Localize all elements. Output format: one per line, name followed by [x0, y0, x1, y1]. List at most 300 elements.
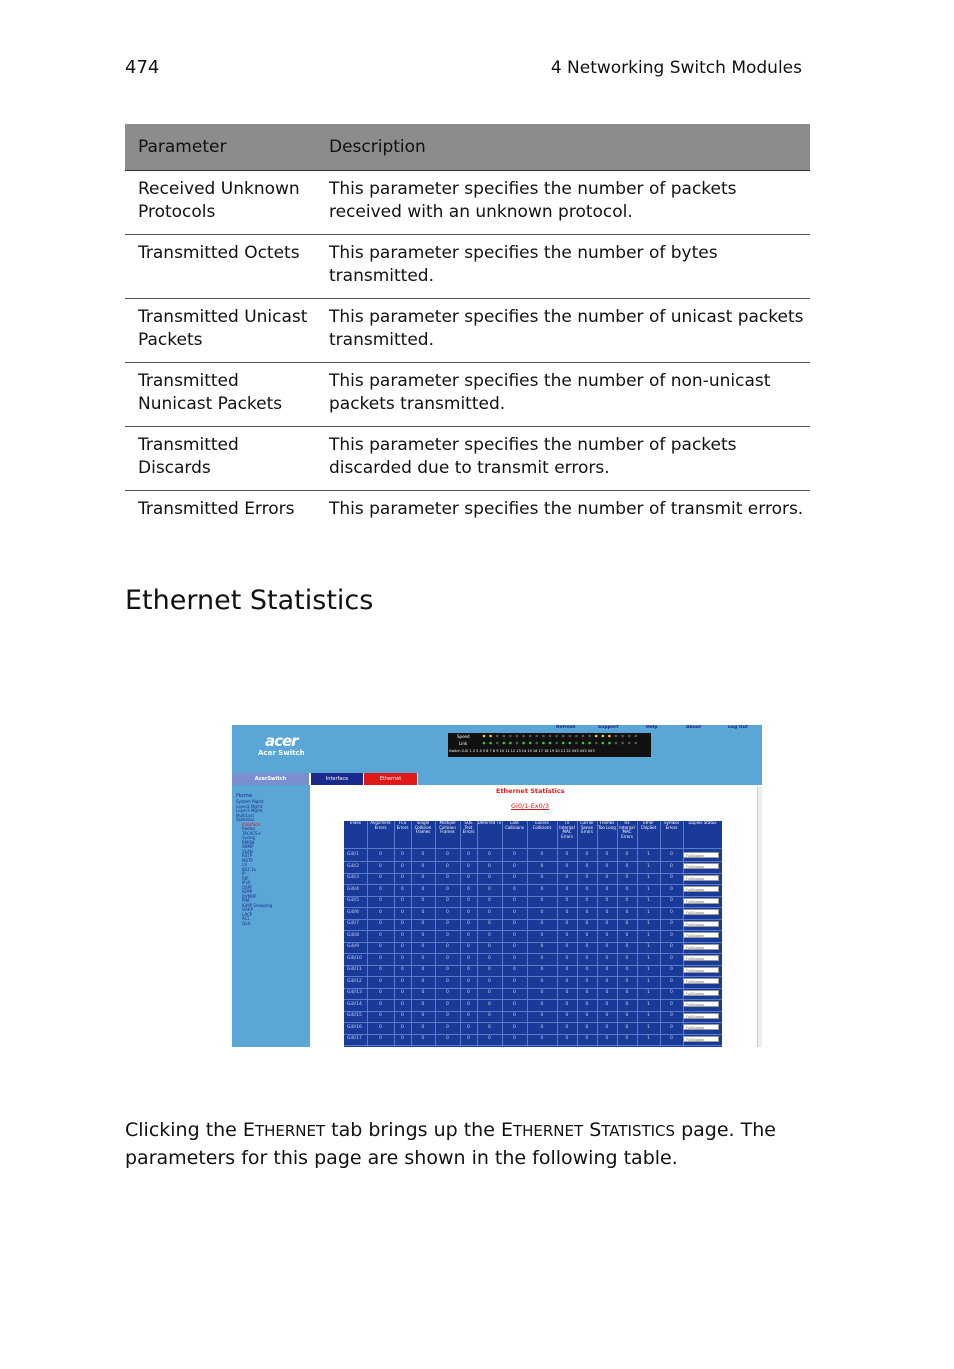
led-dot — [529, 742, 532, 745]
stats-cell: 0 — [540, 1036, 544, 1041]
duplex-status-select[interactable]: FullDuplex — [683, 921, 719, 927]
stats-cell: 0 — [446, 863, 449, 869]
stats-cell: 0 — [467, 852, 470, 857]
row-divider — [344, 919, 722, 920]
led-dot — [615, 742, 618, 745]
parameter-description: This parameter specifies the number of non-unicast packets transmitted. — [316, 363, 810, 427]
sidebar-home[interactable]: Home — [236, 793, 253, 799]
sidebar-item[interactable]: LACP — [242, 911, 253, 917]
stats-cell: 0 — [446, 886, 449, 892]
stats-cell: 0 — [625, 875, 629, 880]
column-header-description: Description — [316, 124, 810, 171]
parameter-table — [125, 124, 810, 531]
stats-cell: 0 — [488, 875, 491, 880]
stats-cell: 0 — [379, 921, 382, 926]
table-row — [125, 491, 810, 532]
switch-ui-header — [232, 725, 762, 773]
refresh-link[interactable]: Refresh — [556, 725, 576, 730]
stats-cell: 0 — [565, 875, 569, 880]
sidebar-item[interactable]: Interface — [242, 821, 260, 827]
stats-cell: 1 — [647, 932, 650, 938]
sidebar-item[interactable]: Syslog — [242, 835, 256, 840]
stats-cell: 0 — [513, 1036, 516, 1041]
sidebar-item[interactable]: TACACS+ — [242, 830, 261, 836]
help-link[interactable]: Help — [646, 725, 658, 730]
led-dot — [602, 735, 605, 738]
stats-cell: 0 — [670, 932, 673, 938]
stats-row-index: Gi0/12 — [347, 978, 362, 984]
column-divider — [597, 821, 598, 1047]
stats-cell: 0 — [488, 955, 491, 961]
stats-cell: 1 — [647, 944, 650, 949]
duplex-status-select[interactable]: FullDuplex — [683, 967, 719, 973]
stats-column-header: Late Collisions — [505, 821, 524, 830]
column-divider — [502, 821, 503, 1047]
stats-cell: 1 — [647, 1001, 650, 1007]
stats-cell: 0 — [625, 863, 629, 869]
sidebar-item[interactable]: OSPF — [242, 884, 253, 890]
led-dot — [588, 742, 591, 745]
stats-cell: 0 — [421, 932, 425, 938]
table-row — [125, 235, 810, 299]
stats-cell: 0 — [513, 921, 516, 926]
stats-cell: 0 — [401, 967, 404, 972]
stats-cell: 0 — [565, 1024, 569, 1030]
led-dot — [522, 742, 525, 745]
column-divider — [394, 821, 395, 1047]
stats-cell: 0 — [565, 967, 569, 972]
stats-column-header: Ether ChipSet — [640, 821, 657, 830]
stats-cell: 1 — [647, 852, 650, 857]
stats-cell: 0 — [467, 990, 470, 995]
section-heading: Ethernet Statistics — [125, 585, 374, 616]
stats-cell: 0 — [585, 990, 589, 995]
row-divider — [344, 999, 722, 1000]
stats-cell: 0 — [446, 944, 449, 949]
row-divider — [344, 953, 722, 954]
led-dot — [516, 742, 519, 745]
stats-cell: 1 — [647, 1024, 650, 1030]
stats-cell: 0 — [540, 1001, 544, 1007]
stats-row-index: Gi0/16 — [347, 1024, 362, 1030]
stats-cell: 0 — [488, 886, 491, 892]
tab-ethernet[interactable]: Ethernet — [364, 773, 417, 785]
stats-row-index: Gi0/7 — [347, 921, 359, 926]
duplex-status-select[interactable]: FullDuplex — [683, 909, 719, 915]
stats-cell: 0 — [625, 1024, 629, 1030]
stats-cell: 0 — [421, 978, 425, 984]
top-links — [554, 725, 762, 733]
stats-column-header: Alignment Errors — [370, 821, 391, 830]
body-text-1: Clicking the — [125, 1119, 243, 1141]
led-dot — [496, 742, 499, 745]
sidebar-item[interactable]: 802.1x — [242, 866, 256, 872]
port-range-link[interactable]: Gi0/1-Ex0/3 — [511, 802, 550, 810]
duplex-status-select[interactable]: FullDuplex — [683, 932, 719, 938]
stats-cell: 0 — [625, 955, 629, 961]
duplex-status-select[interactable]: FullDuplex — [683, 863, 719, 869]
sidebar-item[interactable]: Statistics — [236, 817, 255, 822]
stats-cell: 0 — [513, 932, 516, 938]
led-dot — [489, 735, 492, 738]
stats-cell: 0 — [379, 990, 382, 995]
row-divider — [344, 1022, 722, 1023]
stats-cell: 0 — [488, 932, 491, 938]
row-divider — [344, 965, 722, 966]
table-row — [125, 427, 810, 491]
es-e-smallcaps: THERNET — [512, 1122, 584, 1140]
stats-cell: 0 — [540, 921, 544, 926]
stats-cell: 0 — [401, 978, 404, 984]
stats-cell: 0 — [605, 1036, 609, 1041]
stats-cell: 0 — [379, 863, 382, 869]
stats-cell: 0 — [670, 875, 673, 880]
sidebar-item[interactable]: System Mgmt — [236, 799, 264, 804]
sidebar-item[interactable]: Layer2 Mgmt — [236, 803, 263, 809]
stats-cell: 0 — [421, 955, 425, 961]
stats-cell: 0 — [401, 1036, 404, 1041]
parameter-name: Transmitted Unicast Packets — [125, 299, 316, 363]
sidebar-item[interactable]: Layer3 Mgmt — [236, 808, 263, 813]
stats-cell: 0 — [421, 944, 425, 949]
led-dot — [608, 742, 611, 745]
duplex-status-select[interactable]: FullDuplex — [683, 886, 719, 892]
sidebar-item[interactable]: Multicast — [236, 812, 255, 818]
stats-cell: 0 — [540, 898, 544, 903]
running-header: 4 Networking Switch Modules — [550, 58, 802, 78]
stats-cell: 0 — [565, 863, 569, 869]
parameter-description: This parameter specifies the number of bytes transmitted. — [316, 235, 810, 299]
acer-logo: acer — [265, 732, 298, 750]
stats-cell: 0 — [513, 1024, 516, 1030]
stats-cell: 0 — [540, 1013, 544, 1018]
stats-cell: 0 — [585, 852, 589, 857]
stats-cell: 0 — [401, 909, 404, 915]
stats-cell: 0 — [446, 921, 449, 926]
stats-row-index: Gi0/1 — [347, 852, 359, 857]
stats-column-header: SQE Test Errors — [462, 821, 475, 834]
stats-cell: 0 — [565, 955, 569, 961]
stats-cell: 0 — [467, 955, 470, 961]
row-divider — [344, 1011, 722, 1012]
stats-column-header: Tx Internal MAC Errors — [559, 821, 575, 839]
stats-cell: 0 — [467, 967, 470, 972]
link-label: Link — [459, 741, 468, 746]
stats-cell: 0 — [467, 863, 470, 869]
stats-cell: 0 — [379, 944, 382, 949]
about-link[interactable]: About — [686, 725, 702, 730]
stats-cell: 0 — [540, 852, 544, 857]
sidebar-item[interactable]: IGMP Snooping — [242, 902, 273, 908]
stats-cell: 0 — [605, 898, 609, 903]
stats-cell: 1 — [647, 990, 650, 995]
ethernet-initial: E — [242, 1119, 255, 1141]
sidebar-item[interactable]: VLAN — [242, 848, 253, 854]
duplex-status-select[interactable]: FullDuplex — [683, 875, 719, 881]
duplex-status-select[interactable]: FullDuplex — [683, 1013, 719, 1019]
led-dot — [549, 735, 552, 738]
led-dot — [522, 735, 525, 738]
stats-column-header: Multiple Collision Frames — [439, 821, 456, 834]
sidebar-item[interactable]: RIP — [242, 875, 249, 881]
stats-cell: 0 — [513, 978, 516, 984]
stats-row-index: Gi0/13 — [347, 990, 362, 995]
stats-cell: 0 — [585, 875, 589, 880]
column-divider — [637, 821, 638, 1047]
stats-cell: 0 — [467, 1013, 470, 1018]
stats-cell: 0 — [670, 1036, 673, 1041]
stats-cell: 0 — [421, 1001, 425, 1007]
duplex-status-select[interactable]: FullDuplex — [683, 1024, 719, 1030]
led-dot — [483, 742, 486, 745]
stats-cell: 0 — [488, 909, 491, 915]
column-divider — [435, 821, 436, 1047]
duplex-status-select[interactable]: FullDuplex — [683, 955, 719, 961]
led-dot — [562, 742, 565, 745]
stats-cell: 0 — [401, 1001, 404, 1007]
stats-cell: 0 — [421, 990, 425, 995]
led-dot — [569, 742, 572, 745]
stats-cell: 0 — [467, 875, 470, 880]
column-header-parameter: Parameter — [125, 124, 316, 171]
stats-cell: 0 — [401, 932, 404, 938]
sidebar-item[interactable]: DVMRP — [242, 893, 257, 899]
stats-cell: 0 — [585, 1013, 589, 1018]
parameter-name: Received Unknown Protocols — [125, 171, 316, 235]
stats-cell: 0 — [605, 875, 609, 880]
led-dot — [635, 735, 638, 738]
sidebar-item[interactable]: Radius — [242, 826, 256, 831]
ethernet-statistics-screenshot — [232, 725, 762, 1047]
stats-cell: 0 — [585, 944, 589, 949]
column-divider — [527, 821, 528, 1047]
stats-column-header: Single Collision Frames — [414, 821, 432, 834]
stats-cell: 0 — [625, 921, 629, 926]
scrollbar[interactable] — [757, 787, 762, 1047]
stats-cell: 0 — [585, 909, 589, 915]
stats-cell: 0 — [446, 909, 449, 915]
column-divider — [367, 821, 368, 1047]
stats-cell: 0 — [605, 852, 609, 857]
row-divider — [344, 930, 722, 931]
stats-cell: 0 — [488, 1024, 491, 1030]
led-dot — [509, 742, 512, 745]
column-divider — [660, 821, 661, 1047]
stats-cell: 1 — [647, 1013, 650, 1018]
stats-cell: 0 — [625, 898, 629, 903]
stats-cell: 0 — [565, 944, 569, 949]
stats-cell: 0 — [540, 909, 544, 915]
stats-cell: 0 — [421, 909, 425, 915]
led-dot — [503, 742, 506, 745]
stats-cell: 0 — [467, 932, 470, 938]
stats-title: Ethernet Statistics — [496, 787, 565, 795]
row-divider — [344, 942, 722, 943]
duplex-status-select[interactable]: FullDuplex — [683, 1001, 719, 1007]
stats-row-index: Gi0/8 — [347, 932, 359, 938]
stats-cell: 0 — [513, 1001, 516, 1007]
stats-cell: 0 — [421, 1024, 425, 1030]
sidebar-item[interactable]: ACL — [242, 916, 250, 921]
stats-cell: 0 — [605, 1013, 609, 1018]
parameter-description: This parameter specifies the number of packets received with an unknown protocol. — [316, 171, 810, 235]
stats-row-index: Gi0/10 — [347, 955, 362, 961]
stats-cell: 0 — [467, 978, 470, 984]
sidebar-item[interactable]: PIM — [242, 898, 250, 903]
stats-cell: 0 — [488, 898, 491, 903]
stats-cell: 0 — [625, 990, 629, 995]
stats-row-index: Gi0/5 — [347, 898, 359, 903]
parameter-description: This parameter specifies the number of unicast packets transmitted. — [316, 299, 810, 363]
stats-cell: 0 — [467, 909, 470, 915]
stats-cell: 0 — [670, 944, 673, 949]
stats-cell: 0 — [401, 990, 404, 995]
led-dot — [555, 742, 558, 745]
stats-cell: 1 — [647, 886, 650, 892]
sidebar-item[interactable]: IP — [242, 871, 246, 876]
duplex-status-select[interactable]: FullDuplex — [683, 1036, 719, 1042]
sidebar-item[interactable]: GARP — [242, 907, 254, 912]
led-dot — [575, 735, 578, 738]
stats-cell: 0 — [585, 921, 589, 926]
stats-cell: 0 — [401, 898, 404, 903]
stats-cell: 0 — [540, 967, 544, 972]
tab-acerswitch[interactable]: AcerSwitch — [232, 773, 309, 785]
row-divider — [344, 861, 722, 862]
table-header-row — [125, 124, 810, 171]
tab-interface[interactable]: Interface — [311, 773, 363, 785]
sidebar-item[interactable]: RMON — [242, 839, 255, 845]
stats-row-index: Gi0/11 — [347, 967, 362, 972]
led-dot — [516, 735, 519, 738]
stats-cell: 0 — [488, 1013, 491, 1018]
stats-column-header: Index — [349, 821, 361, 825]
stats-cell: 0 — [513, 863, 516, 869]
stats-cell: 0 — [379, 875, 382, 880]
stats-cell: 0 — [421, 1036, 425, 1041]
column-divider — [617, 821, 618, 1047]
stats-cell: 0 — [625, 886, 629, 892]
stats-cell: 0 — [513, 944, 516, 949]
stats-cell: 0 — [379, 1013, 382, 1018]
stats-row-index: Gi0/4 — [347, 886, 359, 892]
stats-cell: 0 — [421, 898, 425, 903]
stats-cell: 0 — [401, 944, 404, 949]
led-dot — [555, 735, 558, 738]
stats-cell: 0 — [625, 932, 629, 938]
stats-cell: 0 — [467, 898, 470, 903]
stats-cell: 0 — [488, 1036, 491, 1041]
led-dot — [575, 742, 578, 745]
led-dot — [536, 742, 539, 745]
speed-label: Speed — [457, 734, 470, 739]
sidebar-item[interactable]: RSTP — [242, 853, 253, 858]
stats-row-index: Gi0/3 — [347, 875, 359, 880]
duplex-status-select[interactable]: FullDuplex — [683, 978, 719, 984]
sidebar-item[interactable]: MSTP — [242, 857, 253, 863]
stats-cell: 0 — [605, 967, 609, 972]
stats-cell: 0 — [585, 967, 589, 972]
led-dot — [628, 742, 631, 745]
es-e-initial: E — [500, 1119, 513, 1141]
led-dot — [489, 742, 492, 745]
support-link[interactable]: Support — [598, 725, 619, 730]
row-divider — [344, 896, 722, 897]
stats-cell: 0 — [670, 898, 673, 903]
stats-cell: 0 — [605, 932, 609, 938]
stats-cell: 0 — [670, 863, 673, 869]
stats-cell: 0 — [446, 955, 449, 961]
stats-cell: 0 — [625, 909, 629, 915]
led-dot — [602, 742, 605, 745]
sidebar-item[interactable]: LA — [242, 862, 248, 867]
row-divider — [344, 976, 722, 977]
stats-cell: 0 — [488, 978, 491, 984]
column-divider — [460, 821, 461, 1047]
stats-row-index: Gi0/15 — [347, 1013, 362, 1018]
table-row — [125, 363, 810, 427]
stats-cell: 0 — [565, 909, 569, 915]
stats-cell: 0 — [540, 978, 544, 984]
duplex-status-select[interactable]: FullDuplex — [683, 990, 719, 996]
stats-cell: 0 — [421, 967, 425, 972]
led-dot — [562, 735, 565, 738]
stats-cell: 0 — [540, 944, 544, 949]
stats-cell: 1 — [647, 967, 650, 972]
stats-cell: 0 — [401, 955, 404, 961]
stats-cell: 0 — [379, 955, 382, 961]
duplex-status-select[interactable]: FullDuplex — [683, 898, 719, 904]
parameter-description: This parameter specifies the number of packets discarded due to transmit errors. — [316, 427, 810, 491]
sidebar-item[interactable]: SNMP — [242, 844, 254, 849]
stats-cell: 0 — [585, 1036, 589, 1041]
stats-cell: 0 — [670, 921, 673, 926]
tab-bar-fill — [418, 773, 762, 785]
duplex-status-select[interactable]: FullDuplex — [683, 944, 719, 950]
stats-row-index: Gi0/17 — [347, 1036, 362, 1041]
stats-cell: 0 — [540, 932, 544, 938]
stats-row-index: Gi0/6 — [347, 909, 359, 915]
stats-cell: 0 — [488, 852, 491, 857]
stats-cell: 0 — [488, 990, 491, 995]
sidebar-menu — [236, 800, 272, 926]
sidebar-item[interactable]: IPv6 — [242, 880, 251, 885]
stats-row-index: Gi0/14 — [347, 1001, 362, 1007]
stats-cell: 0 — [401, 1013, 404, 1018]
stats-cell: 1 — [647, 955, 650, 961]
sidebar-item[interactable]: QoS — [242, 920, 251, 926]
stats-cell: 0 — [605, 955, 609, 961]
stats-cell: 0 — [467, 1036, 470, 1041]
stats-cell: 0 — [625, 967, 629, 972]
stats-cell: 0 — [605, 1024, 609, 1030]
duplex-status-select[interactable]: FullDuplex — [683, 852, 719, 858]
stats-cell: 0 — [513, 1013, 516, 1018]
led-dot — [503, 735, 506, 738]
stats-column-header: Excess Collisions — [532, 821, 552, 830]
logout-link[interactable]: Log Out — [728, 725, 748, 730]
tab-bar — [232, 773, 762, 785]
stats-cell: 0 — [379, 898, 382, 903]
stats-cell: 0 — [379, 886, 382, 892]
row-divider — [344, 1045, 722, 1046]
led-dot — [595, 735, 598, 738]
stats-cell: 0 — [585, 898, 589, 903]
stats-cell: 0 — [540, 990, 544, 995]
stats-cell: 1 — [647, 921, 650, 926]
sidebar-item[interactable]: IGMP — [242, 889, 253, 894]
stats-cell: 0 — [605, 944, 609, 949]
